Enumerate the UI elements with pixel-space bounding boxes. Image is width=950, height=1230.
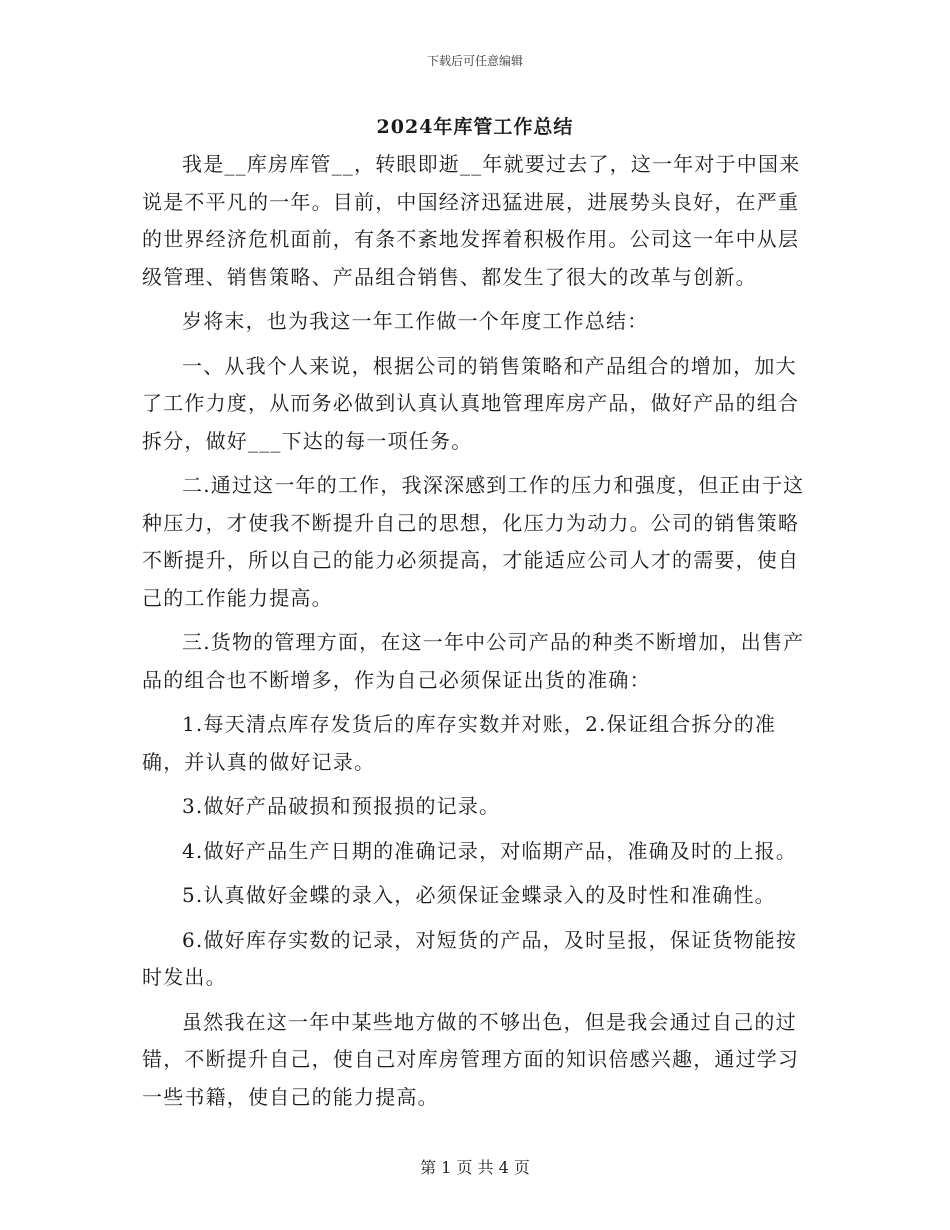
document-body: [142, 146, 808, 1123]
paragraph-summary-lead: 岁将末，也为我这一年工作做一个年度工作总结：: [182, 309, 649, 333]
list-item-5: 5.认真做好金蝶的录入，必须保证金蝶录入的及时性和准确性。: [182, 883, 776, 907]
paragraph-intro: 我是__库房库管__，转眼即逝__年就要过去了，这一年对于中国来说是不平凡的一年。目前，中国经济迅猛进展，进展势头良好，在严重的世界经济危机面前，有条不紊地发挥着积极作用。公司这一年中从层级管理、销售策略、产品组合销售、都发生了很大的改革与创新。: [142, 152, 801, 289]
paragraph-section-1: 一、从我个人来说，根据公司的销售策略和产品组合的增加，加大了工作力度，从而务必做到认真认真地管理库房产品，做好产品的组合拆分，做好___下达的每一项任务。: [142, 353, 800, 453]
paragraph-conclusion: 虽然我在这一年中某些地方做的不够出色，但是我会通过自己的过错，不断提升自己，使自己对库房管理方面的知识倍感兴趣，通过学习一些书籍，使自己的能力提高。: [142, 1009, 800, 1109]
list-item-3: 3.做好产品破损和预报损的记录。: [182, 794, 501, 818]
page-header-note: 下载后可任意编辑: [426, 54, 523, 68]
list-item-6: 6.做好库存实数的记录，对短货的产品，及时呈报，保证货物能按时发出。: [142, 927, 798, 989]
list-item-4: 4.做好产品生产日期的准确记录，对临期产品，准确及时的上报。: [182, 838, 798, 863]
document-title: 2024年库管工作总结: [376, 116, 574, 138]
paragraph-section-3: 三.货物的管理方面，在这一年中公司产品的种类不断增加，出售产品的组合也不断增多，作为自己必须保证出货的准确：: [142, 630, 805, 692]
paragraph-section-2: 二.通过这一年的工作，我深深感到工作的压力和强度，但正由于这种压力，才使我不断提升自己的思想，化压力为动力。公司的销售策略不断提升，所以自己的能力必须提高，才能适应公司人才的需要，使自己的工作能力提高。: [142, 473, 805, 610]
list-item-1: 1.每天清点库存发货后的库存实数并对账，2.保证组合拆分的准确，并认真的做好记录。: [142, 712, 777, 774]
page-number: 第 1 页 共 4 页: [420, 1158, 530, 1177]
